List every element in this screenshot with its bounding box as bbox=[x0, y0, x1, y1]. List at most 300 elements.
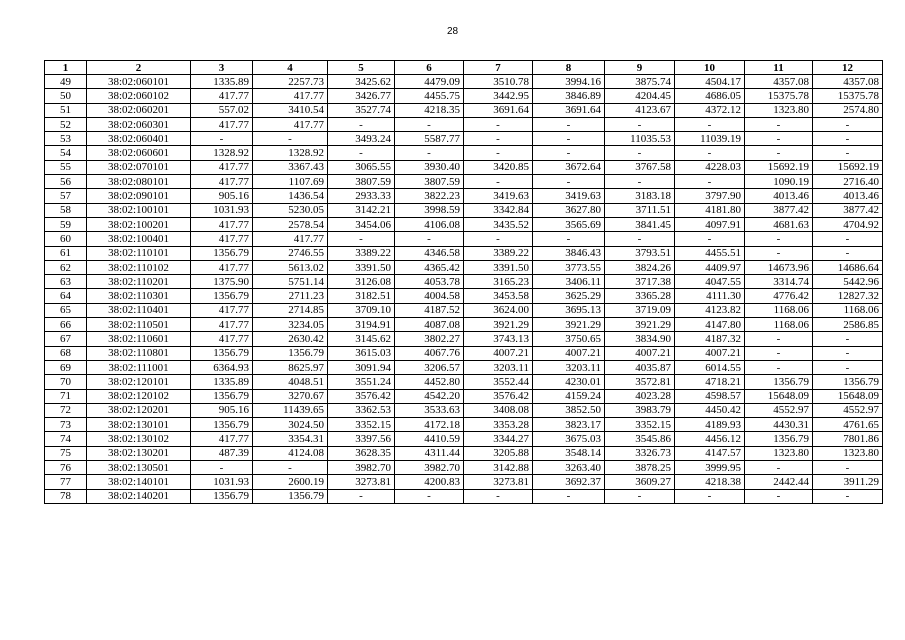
table-row bbox=[45, 303, 883, 317]
table-cell: 3203.11 bbox=[533, 360, 605, 374]
table-cell: 3263.40 bbox=[533, 461, 605, 475]
table-cell: 1107.69 bbox=[253, 175, 328, 189]
table-cell: 11039.19 bbox=[675, 132, 745, 146]
page-number: 28 bbox=[446, 26, 459, 37]
table-cell: - bbox=[328, 146, 395, 160]
table-cell: 3493.24 bbox=[328, 132, 395, 146]
table-cell: - bbox=[464, 146, 533, 160]
table-cell: - bbox=[191, 461, 253, 475]
table-cell: 3126.08 bbox=[328, 275, 395, 289]
table-cell: - bbox=[395, 117, 464, 131]
table-row bbox=[45, 146, 883, 160]
table-cell: 7801.86 bbox=[813, 432, 883, 446]
table-cell: 4456.12 bbox=[675, 432, 745, 446]
table-cell: 2578.54 bbox=[253, 217, 328, 231]
table-cell: 3834.90 bbox=[605, 332, 675, 346]
table-cell: 38:02:140101 bbox=[87, 475, 191, 489]
table-cell: - bbox=[745, 360, 813, 374]
table-row bbox=[45, 475, 883, 489]
table-cell: 5230.05 bbox=[253, 203, 328, 217]
table-row bbox=[45, 246, 883, 260]
table-cell: - bbox=[605, 117, 675, 131]
table-cell: 38:02:060102 bbox=[87, 89, 191, 103]
table-cell: - bbox=[813, 360, 883, 374]
table-cell: - bbox=[395, 489, 464, 503]
table-cell: 38:02:080101 bbox=[87, 175, 191, 189]
table-cell: 3983.79 bbox=[605, 403, 675, 417]
table-cell: 4230.01 bbox=[533, 375, 605, 389]
header-row bbox=[45, 61, 883, 75]
table-cell: 3342.84 bbox=[464, 203, 533, 217]
table-cell: 3367.43 bbox=[253, 160, 328, 174]
table-cell: - bbox=[464, 175, 533, 189]
table-cell: 1323.80 bbox=[745, 103, 813, 117]
table-cell: 4087.08 bbox=[395, 318, 464, 332]
table-cell: 4007.21 bbox=[675, 346, 745, 360]
table-cell: - bbox=[813, 489, 883, 503]
table-cell: 3165.23 bbox=[464, 275, 533, 289]
table-cell: 60 bbox=[45, 232, 87, 246]
table-cell: 4409.97 bbox=[675, 260, 745, 274]
table-cell: 417.77 bbox=[191, 260, 253, 274]
table-cell: 4047.55 bbox=[675, 275, 745, 289]
table-cell: 487.39 bbox=[191, 446, 253, 460]
table-cell: 417.77 bbox=[191, 303, 253, 317]
table-cell: 3435.52 bbox=[464, 217, 533, 231]
table-row bbox=[45, 75, 883, 89]
column-header-10: 10 bbox=[675, 61, 745, 75]
table-cell: 38:02:100401 bbox=[87, 232, 191, 246]
table-cell: 1335.89 bbox=[191, 375, 253, 389]
table-cell: 417.77 bbox=[191, 117, 253, 131]
table-cell: 1323.80 bbox=[813, 446, 883, 460]
table-cell: 3911.29 bbox=[813, 475, 883, 489]
table-row bbox=[45, 461, 883, 475]
table-cell: 4704.92 bbox=[813, 217, 883, 231]
table-cell: 53 bbox=[45, 132, 87, 146]
table-cell: 3877.42 bbox=[813, 203, 883, 217]
table-cell: 3273.81 bbox=[328, 475, 395, 489]
table-cell: 3551.24 bbox=[328, 375, 395, 389]
table-cell: 1168.06 bbox=[745, 303, 813, 317]
table-cell: 3397.56 bbox=[328, 432, 395, 446]
table-cell: 3142.21 bbox=[328, 203, 395, 217]
table-cell: 4123.67 bbox=[605, 103, 675, 117]
table-cell: 38:02:120101 bbox=[87, 375, 191, 389]
table-cell: 38:02:110102 bbox=[87, 260, 191, 274]
table-cell: 1356.79 bbox=[253, 489, 328, 503]
table-cell: 70 bbox=[45, 375, 87, 389]
table-cell: 4718.21 bbox=[675, 375, 745, 389]
table-cell: 1356.79 bbox=[813, 375, 883, 389]
table-cell: 3354.31 bbox=[253, 432, 328, 446]
table-cell: 4035.87 bbox=[605, 360, 675, 374]
table-cell: 1356.79 bbox=[191, 389, 253, 403]
table-row bbox=[45, 132, 883, 146]
table-cell: 3717.38 bbox=[605, 275, 675, 289]
table-cell: 3711.51 bbox=[605, 203, 675, 217]
table-cell: 57 bbox=[45, 189, 87, 203]
table-cell: 15692.19 bbox=[745, 160, 813, 174]
table-cell: 3453.58 bbox=[464, 289, 533, 303]
table-cell: 4455.51 bbox=[675, 246, 745, 260]
table-cell: 4430.31 bbox=[745, 418, 813, 432]
table-cell: 2714.85 bbox=[253, 303, 328, 317]
table-cell: 3625.29 bbox=[533, 289, 605, 303]
table-cell: 3797.90 bbox=[675, 189, 745, 203]
table-cell: 4311.44 bbox=[395, 446, 464, 460]
table-cell: 3807.59 bbox=[328, 175, 395, 189]
table-cell: - bbox=[464, 117, 533, 131]
table-cell: 11439.65 bbox=[253, 403, 328, 417]
data-table bbox=[44, 60, 883, 504]
table-cell: 3552.44 bbox=[464, 375, 533, 389]
table-cell: 38:02:110301 bbox=[87, 289, 191, 303]
table-cell: - bbox=[813, 346, 883, 360]
table-cell: 38:02:110401 bbox=[87, 303, 191, 317]
table-cell: 4189.93 bbox=[675, 418, 745, 432]
table-cell: 417.77 bbox=[191, 232, 253, 246]
table-cell: 4357.08 bbox=[813, 75, 883, 89]
table-cell: 4218.35 bbox=[395, 103, 464, 117]
table-cell: 1090.19 bbox=[745, 175, 813, 189]
table-cell: 66 bbox=[45, 318, 87, 332]
table-cell: 1323.80 bbox=[745, 446, 813, 460]
table-cell: 2716.40 bbox=[813, 175, 883, 189]
table-cell: 3454.06 bbox=[328, 217, 395, 231]
table-cell: 1356.79 bbox=[253, 346, 328, 360]
table-cell: 2442.44 bbox=[745, 475, 813, 489]
table-cell: 1356.79 bbox=[191, 489, 253, 503]
table-cell: - bbox=[533, 489, 605, 503]
table-row bbox=[45, 389, 883, 403]
table-cell: 4218.38 bbox=[675, 475, 745, 489]
table-cell: - bbox=[533, 132, 605, 146]
table-cell: 4228.03 bbox=[675, 160, 745, 174]
table-cell: 2711.23 bbox=[253, 289, 328, 303]
table-cell: 3406.11 bbox=[533, 275, 605, 289]
table-cell: 38:02:060601 bbox=[87, 146, 191, 160]
table-cell: 64 bbox=[45, 289, 87, 303]
table-cell: 3999.95 bbox=[675, 461, 745, 475]
table-row bbox=[45, 189, 883, 203]
table-cell: 417.77 bbox=[191, 175, 253, 189]
table-cell: 3691.64 bbox=[464, 103, 533, 117]
table-cell: 4200.83 bbox=[395, 475, 464, 489]
table-cell: 67 bbox=[45, 332, 87, 346]
table-cell: - bbox=[395, 232, 464, 246]
table-body bbox=[45, 75, 883, 504]
table-cell: 38:02:060101 bbox=[87, 75, 191, 89]
column-header-4: 4 bbox=[253, 61, 328, 75]
table-cell: 3615.03 bbox=[328, 346, 395, 360]
table-row bbox=[45, 217, 883, 231]
column-header-8: 8 bbox=[533, 61, 605, 75]
table-cell: 4187.32 bbox=[675, 332, 745, 346]
table-cell: 4123.82 bbox=[675, 303, 745, 317]
table-cell: 4023.28 bbox=[605, 389, 675, 403]
table-cell: 3852.50 bbox=[533, 403, 605, 417]
table-cell: 3773.55 bbox=[533, 260, 605, 274]
table-cell: 61 bbox=[45, 246, 87, 260]
table-cell: - bbox=[813, 117, 883, 131]
table-cell: - bbox=[813, 461, 883, 475]
table-cell: 1031.93 bbox=[191, 475, 253, 489]
table-cell: 4124.08 bbox=[253, 446, 328, 460]
table-cell: 59 bbox=[45, 217, 87, 231]
table-cell: 3841.45 bbox=[605, 217, 675, 231]
table-row bbox=[45, 318, 883, 332]
table-cell: 38:02:110201 bbox=[87, 275, 191, 289]
table-cell: 74 bbox=[45, 432, 87, 446]
table-cell: 4067.76 bbox=[395, 346, 464, 360]
table-cell: 1031.93 bbox=[191, 203, 253, 217]
table-cell: 38:02:100101 bbox=[87, 203, 191, 217]
table-row bbox=[45, 332, 883, 346]
table-cell: 3391.50 bbox=[328, 260, 395, 274]
table-cell: - bbox=[675, 175, 745, 189]
table-cell: 1356.79 bbox=[745, 375, 813, 389]
table-cell: 3389.22 bbox=[328, 246, 395, 260]
table-cell: 4187.52 bbox=[395, 303, 464, 317]
table-cell: 38:02:060201 bbox=[87, 103, 191, 117]
table-row bbox=[45, 117, 883, 131]
table-cell: 3391.50 bbox=[464, 260, 533, 274]
table-row bbox=[45, 89, 883, 103]
table-cell: 63 bbox=[45, 275, 87, 289]
table-cell: - bbox=[745, 232, 813, 246]
table-cell: 76 bbox=[45, 461, 87, 475]
table-cell: 3609.27 bbox=[605, 475, 675, 489]
table-cell: 4357.08 bbox=[745, 75, 813, 89]
table-cell: 3793.51 bbox=[605, 246, 675, 260]
column-header-3: 3 bbox=[191, 61, 253, 75]
table-cell: - bbox=[253, 461, 328, 475]
table-cell: 3921.29 bbox=[605, 318, 675, 332]
table-cell: 4172.18 bbox=[395, 418, 464, 432]
table-cell: 4204.45 bbox=[605, 89, 675, 103]
table-cell: 4542.20 bbox=[395, 389, 464, 403]
table-cell: 3194.91 bbox=[328, 318, 395, 332]
column-header-6: 6 bbox=[395, 61, 464, 75]
table-cell: 38:02:120102 bbox=[87, 389, 191, 403]
table-cell: 3709.10 bbox=[328, 303, 395, 317]
table-cell: 4365.42 bbox=[395, 260, 464, 274]
table-cell: 78 bbox=[45, 489, 87, 503]
table-cell: 4761.65 bbox=[813, 418, 883, 432]
table-cell: 38:02:130201 bbox=[87, 446, 191, 460]
table-cell: 1168.06 bbox=[745, 318, 813, 332]
column-header-11: 11 bbox=[745, 61, 813, 75]
table-cell: 38:02:070101 bbox=[87, 160, 191, 174]
table-cell: 52 bbox=[45, 117, 87, 131]
table-cell: 4007.21 bbox=[605, 346, 675, 360]
table-cell: 905.16 bbox=[191, 403, 253, 417]
table-cell: - bbox=[813, 232, 883, 246]
table-cell: 1356.79 bbox=[191, 246, 253, 260]
table-cell: 38:02:110801 bbox=[87, 346, 191, 360]
table-cell: 3510.78 bbox=[464, 75, 533, 89]
column-header-5: 5 bbox=[328, 61, 395, 75]
table-cell: 3314.74 bbox=[745, 275, 813, 289]
table-cell: 38:02:130102 bbox=[87, 432, 191, 446]
table-cell: - bbox=[533, 232, 605, 246]
table-cell: 2574.80 bbox=[813, 103, 883, 117]
table-cell: 1436.54 bbox=[253, 189, 328, 203]
table-cell: - bbox=[464, 132, 533, 146]
table-cell: 3998.59 bbox=[395, 203, 464, 217]
table-cell: 2600.19 bbox=[253, 475, 328, 489]
table-cell: 4007.21 bbox=[464, 346, 533, 360]
table-cell: 4106.08 bbox=[395, 217, 464, 231]
table-cell: - bbox=[328, 489, 395, 503]
table-header bbox=[45, 61, 883, 75]
table-cell: 38:02:100201 bbox=[87, 217, 191, 231]
table-cell: 3807.59 bbox=[395, 175, 464, 189]
table-cell: 417.77 bbox=[191, 318, 253, 332]
table-cell: 3576.42 bbox=[464, 389, 533, 403]
table-cell: 3719.09 bbox=[605, 303, 675, 317]
table-row bbox=[45, 360, 883, 374]
table-cell: 417.77 bbox=[191, 89, 253, 103]
table-cell: 4053.78 bbox=[395, 275, 464, 289]
table-cell: 3565.69 bbox=[533, 217, 605, 231]
table-cell: - bbox=[328, 117, 395, 131]
table-cell: 5442.96 bbox=[813, 275, 883, 289]
table-cell: 3846.89 bbox=[533, 89, 605, 103]
table-cell: 1328.92 bbox=[253, 146, 328, 160]
table-cell: 38:02:130501 bbox=[87, 461, 191, 475]
table-cell: 73 bbox=[45, 418, 87, 432]
table-row bbox=[45, 203, 883, 217]
table-cell: 62 bbox=[45, 260, 87, 274]
table-row bbox=[45, 289, 883, 303]
table-cell: 557.02 bbox=[191, 103, 253, 117]
table-cell: 4147.57 bbox=[675, 446, 745, 460]
table-cell: 3982.70 bbox=[328, 461, 395, 475]
table-cell: - bbox=[605, 489, 675, 503]
table-cell: 3142.88 bbox=[464, 461, 533, 475]
table-cell: 3743.13 bbox=[464, 332, 533, 346]
table-cell: 1356.79 bbox=[191, 289, 253, 303]
table-cell: 4097.91 bbox=[675, 217, 745, 231]
table-cell: 3572.81 bbox=[605, 375, 675, 389]
table-cell: 55 bbox=[45, 160, 87, 174]
table-cell: - bbox=[745, 117, 813, 131]
table-cell: - bbox=[533, 117, 605, 131]
table-cell: 1356.79 bbox=[745, 432, 813, 446]
table-cell: 417.77 bbox=[191, 332, 253, 346]
table-cell: 3930.40 bbox=[395, 160, 464, 174]
table-cell: 38:02:140201 bbox=[87, 489, 191, 503]
table-cell: 3419.63 bbox=[533, 189, 605, 203]
table-cell: - bbox=[813, 332, 883, 346]
table-cell: 3533.63 bbox=[395, 403, 464, 417]
table-cell: 3672.64 bbox=[533, 160, 605, 174]
table-cell: 4552.97 bbox=[813, 403, 883, 417]
table-cell: 3024.50 bbox=[253, 418, 328, 432]
table-cell: - bbox=[745, 132, 813, 146]
table-cell: - bbox=[191, 132, 253, 146]
table-cell: 3548.14 bbox=[533, 446, 605, 460]
table-cell: - bbox=[464, 489, 533, 503]
table-cell: 3425.62 bbox=[328, 75, 395, 89]
table-cell: 3419.63 bbox=[464, 189, 533, 203]
table-cell: 56 bbox=[45, 175, 87, 189]
table-cell: 68 bbox=[45, 346, 87, 360]
table-cell: 38:02:060301 bbox=[87, 117, 191, 131]
table-cell: - bbox=[328, 232, 395, 246]
table-cell: 2630.42 bbox=[253, 332, 328, 346]
table-row bbox=[45, 160, 883, 174]
table-cell: 5587.77 bbox=[395, 132, 464, 146]
table-cell: 3362.53 bbox=[328, 403, 395, 417]
table-cell: 4479.09 bbox=[395, 75, 464, 89]
table-cell: 3823.17 bbox=[533, 418, 605, 432]
table-cell: 38:02:110601 bbox=[87, 332, 191, 346]
column-header-1: 1 bbox=[45, 61, 87, 75]
table-cell: 69 bbox=[45, 360, 87, 374]
table-cell: 15692.19 bbox=[813, 160, 883, 174]
table-row bbox=[45, 260, 883, 274]
table-cell: 3183.18 bbox=[605, 189, 675, 203]
table-cell: 1356.79 bbox=[191, 418, 253, 432]
table-cell: - bbox=[745, 246, 813, 260]
table-cell: 4686.05 bbox=[675, 89, 745, 103]
table-cell: 3389.22 bbox=[464, 246, 533, 260]
table-cell: 3624.00 bbox=[464, 303, 533, 317]
table-cell: - bbox=[253, 132, 328, 146]
column-header-7: 7 bbox=[464, 61, 533, 75]
table-cell: 3426.77 bbox=[328, 89, 395, 103]
table-cell: 5751.14 bbox=[253, 275, 328, 289]
table-cell: 15375.78 bbox=[745, 89, 813, 103]
table-cell: 4048.51 bbox=[253, 375, 328, 389]
table-cell: 3921.29 bbox=[464, 318, 533, 332]
table-cell: 4004.58 bbox=[395, 289, 464, 303]
table-cell: 4681.63 bbox=[745, 217, 813, 231]
table-cell: - bbox=[745, 332, 813, 346]
column-header-2: 2 bbox=[87, 61, 191, 75]
table-cell: - bbox=[813, 246, 883, 260]
table-cell: 38:02:120201 bbox=[87, 403, 191, 417]
table-cell: 3365.28 bbox=[605, 289, 675, 303]
table-row bbox=[45, 346, 883, 360]
table-cell: 2746.55 bbox=[253, 246, 328, 260]
table-cell: 417.77 bbox=[253, 89, 328, 103]
table-cell: 15648.09 bbox=[745, 389, 813, 403]
table-cell: 3344.27 bbox=[464, 432, 533, 446]
table-row bbox=[45, 489, 883, 503]
table-cell: 3326.73 bbox=[605, 446, 675, 460]
table-cell: 3846.43 bbox=[533, 246, 605, 260]
table-cell: 4455.75 bbox=[395, 89, 464, 103]
table-cell: - bbox=[464, 232, 533, 246]
table-cell: 417.77 bbox=[253, 232, 328, 246]
table-row bbox=[45, 232, 883, 246]
table-cell: 38:02:111001 bbox=[87, 360, 191, 374]
table-cell: 3750.65 bbox=[533, 332, 605, 346]
table-cell: - bbox=[395, 146, 464, 160]
table-cell: 4372.12 bbox=[675, 103, 745, 117]
table-cell: 2586.85 bbox=[813, 318, 883, 332]
table-cell: 1168.06 bbox=[813, 303, 883, 317]
table-cell: 51 bbox=[45, 103, 87, 117]
table-cell: 3695.13 bbox=[533, 303, 605, 317]
table-cell: 77 bbox=[45, 475, 87, 489]
table-cell: 3691.64 bbox=[533, 103, 605, 117]
table-cell: - bbox=[605, 175, 675, 189]
